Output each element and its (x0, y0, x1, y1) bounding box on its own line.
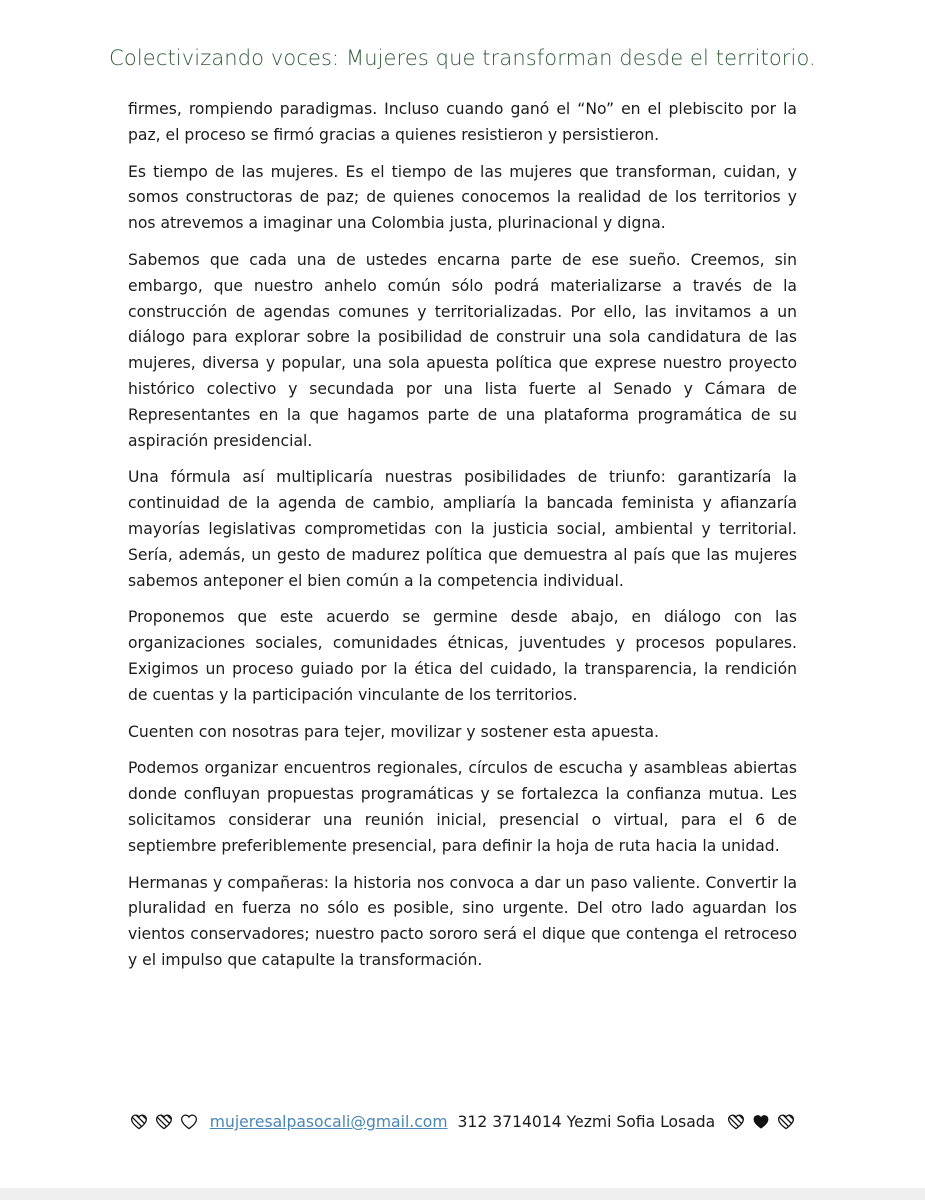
page-bottom-margin (0, 1188, 925, 1200)
paragraph: firmes, rompiendo paradigmas. Incluso cuando ganó el “No” en el plebiscito por la paz, el proceso se firmó gracias a quienes resistieron y persistieron. (128, 100, 797, 144)
striped-heart-icon (777, 1114, 795, 1130)
contact-info: 312 3714014 Yezmi Sofia Losada (457, 1113, 716, 1131)
page-footer (0, 1113, 925, 1134)
paragraph: Una fórmula así multiplicaría nuestras posibilidades de triunfo: garantizaría la continuidad de la agenda de cambio, ampliaría la bancada feminista y afianzaría mayorías legislativas comprometidas con la justicia social, ambiental y territorial. Sería, además, un gesto de madurez política que demuestra al país que las mujeres sabemos anteponer el bien común a la competencia individual. (128, 468, 797, 590)
striped-heart-icon (155, 1114, 173, 1130)
striped-heart-icon (727, 1114, 745, 1130)
footer-left-hearts (129, 1114, 199, 1134)
striped-heart-icon (130, 1114, 148, 1130)
paragraph: Sabemos que cada una de ustedes encarna parte de ese sueño. Creemos, sin embargo, que nuestro anhelo común sólo podrá materializarse a través de la construcción de agendas comunes y territorializadas. Por ello, las invitamos a un diálogo para explorar sobre la posibilidad de construir una sola candidatura de las mujeres, diversa y popular, una sola apuesta política que exprese nuestro proyecto histórico colectivo y secundada por una lista fuerte al Senado y Cámara de Representantes en la que hagamos parte de una plataforma programática de su aspiración presidencial. (128, 250, 797, 450)
letter-body (128, 97, 797, 985)
paragraph: Proponemos que este acuerdo se germine desde abajo, en diálogo con las organizaciones sociales, comunidades étnicas, juventudes y procesos populares. Exigimos un proceso guiado por la ética del cuidado, la transparencia, la rendición de cuentas y la participación vinculante de los territorios. (128, 608, 797, 704)
paragraph: Es tiempo de las mujeres. Es el tiempo de las mujeres que transforman, cuidan, y somos constructoras de paz; de quienes conocemos la realidad de los territorios y nos atrevemos a imaginar una Colombia justa, plurinacional y digna. (128, 162, 797, 233)
paragraph: Hermanas y compañeras: la historia nos convoca a dar un paso valiente. Convertir la pluralidad en fuerza no sólo es posible, sino urgente. Del otro lado aguardan los vientos conservadores; nuestro pacto sororo será el dique que contenga el retroceso y el impulso que catapulte la transformación. (128, 873, 797, 969)
page-header-title: Colectivizando voces: Mujeres que transforman desde el territorio. (109, 46, 816, 70)
paragraph: Podemos organizar encuentros regionales, círculos de escucha y asambleas abiertas donde confluyan propuestas programáticas y se fortalezca la confianza mutua. Les solicitamos considerar una reunión inicial, presencial o virtual, para el 6 de septiembre preferiblemente presencial, para definir la hoja de ruta hacia la unidad. (128, 759, 797, 855)
paragraph: Cuenten con nosotras para tejer, movilizar y sostener esta apuesta. (128, 722, 659, 741)
email-link[interactable]: mujeresalpasocali@gmail.com (209, 1113, 448, 1131)
black-heart-icon (752, 1114, 770, 1130)
footer-right-hearts (726, 1114, 796, 1134)
outline-heart-icon (180, 1114, 198, 1130)
